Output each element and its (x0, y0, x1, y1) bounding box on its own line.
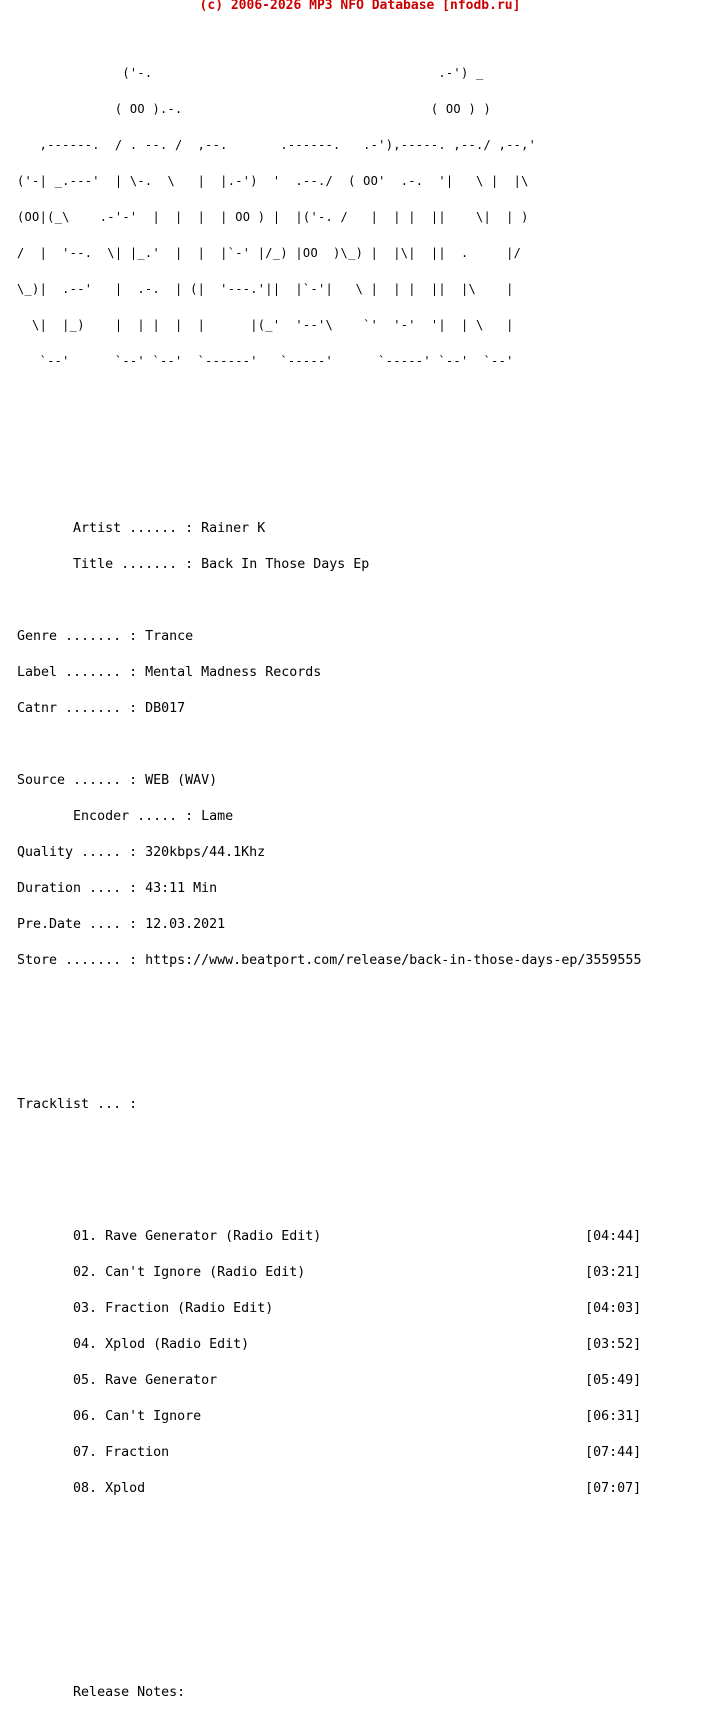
track-number: 08. (73, 1481, 98, 1496)
track-row (17, 1447, 641, 1459)
ascii-logo-line: ('-| _.---' | \-. \ | |.-') ' .--./ ( OO' .-. '| \ | |\ (17, 174, 529, 188)
track-name: Rave Generator (105, 1373, 218, 1388)
predate-label: Pre.Date .... : (17, 917, 138, 932)
source-label: Source ...... : (17, 773, 138, 788)
artist-value: Rainer K (201, 521, 266, 536)
release-notes-heading (17, 1687, 641, 1699)
genre-row (17, 631, 641, 643)
track-row (17, 1303, 641, 1315)
track-number: 05. (73, 1373, 98, 1388)
ascii-logo (17, 43, 641, 391)
duration-row (17, 883, 641, 895)
track-time: [04:44] (585, 1229, 642, 1244)
track-name: Fraction (105, 1445, 170, 1460)
track-time: [03:52] (585, 1337, 642, 1352)
ascii-logo-line: / | '--. \| |_.' | | |`-' |/_) |OO )\_) | |\| || . |/ (17, 246, 522, 260)
track-name: Can't Ignore (105, 1409, 202, 1424)
store-label: Store ....... : (17, 953, 138, 968)
catnr-label: Catnr ....... : (17, 701, 138, 716)
ascii-logo-line: `--' `--' `--' `------' `-----' `-----' `--' `--' (17, 354, 514, 368)
track-row (17, 1231, 641, 1243)
ascii-logo-line: \_)| .--' | .-. | (| '---.'|| |`-'| \ | | | || |\ | (17, 282, 514, 296)
encoder-row (17, 811, 641, 823)
track-row (17, 1267, 641, 1279)
track-number: 03. (73, 1301, 98, 1316)
ascii-logo-line: (OO|(_\ .-'-' | | | | OO ) | |('-. / | | | || \| | ) (17, 210, 529, 224)
track-name: Fraction (Radio Edit) (105, 1301, 274, 1316)
predate-row (17, 919, 641, 931)
track-row (17, 1339, 641, 1351)
label-label: Label ....... : (17, 665, 138, 680)
track-number: 07. (73, 1445, 98, 1460)
genre-value: Trance (145, 629, 194, 644)
nfo-body (17, 19, 641, 1711)
track-number: 04. (73, 1337, 98, 1352)
track-name: Rave Generator (Radio Edit) (105, 1229, 322, 1244)
store-row (17, 955, 641, 967)
track-row (17, 1375, 641, 1387)
title-value: Back In Those Days Ep (201, 557, 370, 572)
encoder-label: Encoder ..... : (73, 809, 194, 824)
ascii-logo-line: ( OO ).-. ( OO ) ) (17, 102, 492, 116)
quality-value: 320kbps/44.1Khz (145, 845, 266, 860)
ascii-logo-line: \| |_) | | | | | |(_' '--'\ `' '-' '| | \ | (17, 318, 514, 332)
track-time: [07:07] (585, 1481, 642, 1496)
label-row (17, 667, 641, 679)
ascii-logo-line: ,------. / . --. / ,--. .------. .-'),-----. ,--./ ,--,' (17, 138, 537, 152)
source-row (17, 775, 641, 787)
track-name: Can't Ignore (Radio Edit) (105, 1265, 306, 1280)
source-value: WEB (WAV) (145, 773, 218, 788)
genre-label: Genre ....... : (17, 629, 138, 644)
encoder-value: Lame (201, 809, 234, 824)
label-value: Mental Madness Records (145, 665, 322, 680)
release-notes-label: Release Notes: (73, 1685, 186, 1700)
catnr-value: DB017 (145, 701, 186, 716)
track-name: Xplod (105, 1481, 146, 1496)
track-row (17, 1411, 641, 1423)
tracklist-heading: Tracklist ... : (17, 1097, 138, 1112)
track-name: Xplod (Radio Edit) (105, 1337, 250, 1352)
artist-row (17, 523, 641, 535)
track-time: [05:49] (585, 1373, 642, 1388)
track-number: 01. (73, 1229, 98, 1244)
track-number: 02. (73, 1265, 98, 1280)
store-link[interactable]: https://www.beatport.com/release/back-in-those-days-ep/3559555 (145, 953, 642, 968)
title-row (17, 559, 641, 571)
quality-row (17, 847, 641, 859)
title-label: Title ....... : (73, 557, 194, 572)
track-time: [03:21] (585, 1265, 642, 1280)
predate-value: 12.03.2021 (145, 917, 226, 932)
nfodb-header-link[interactable]: (c) 2006-2026 MP3 NFO Database [nfodb.ru] (199, 0, 521, 13)
tracklist (17, 1207, 641, 1519)
track-time: [07:44] (585, 1445, 642, 1460)
duration-value: 43:11 Min (145, 881, 218, 896)
track-row (17, 1483, 641, 1495)
ascii-logo-line: ('-. .-') _ (17, 66, 484, 80)
track-time: [06:31] (585, 1409, 642, 1424)
track-number: 06. (73, 1409, 98, 1424)
artist-label: Artist ...... : (73, 521, 194, 536)
track-time: [04:03] (585, 1301, 642, 1316)
catnr-row (17, 703, 641, 715)
duration-label: Duration .... : (17, 881, 138, 896)
quality-label: Quality ..... : (17, 845, 138, 860)
